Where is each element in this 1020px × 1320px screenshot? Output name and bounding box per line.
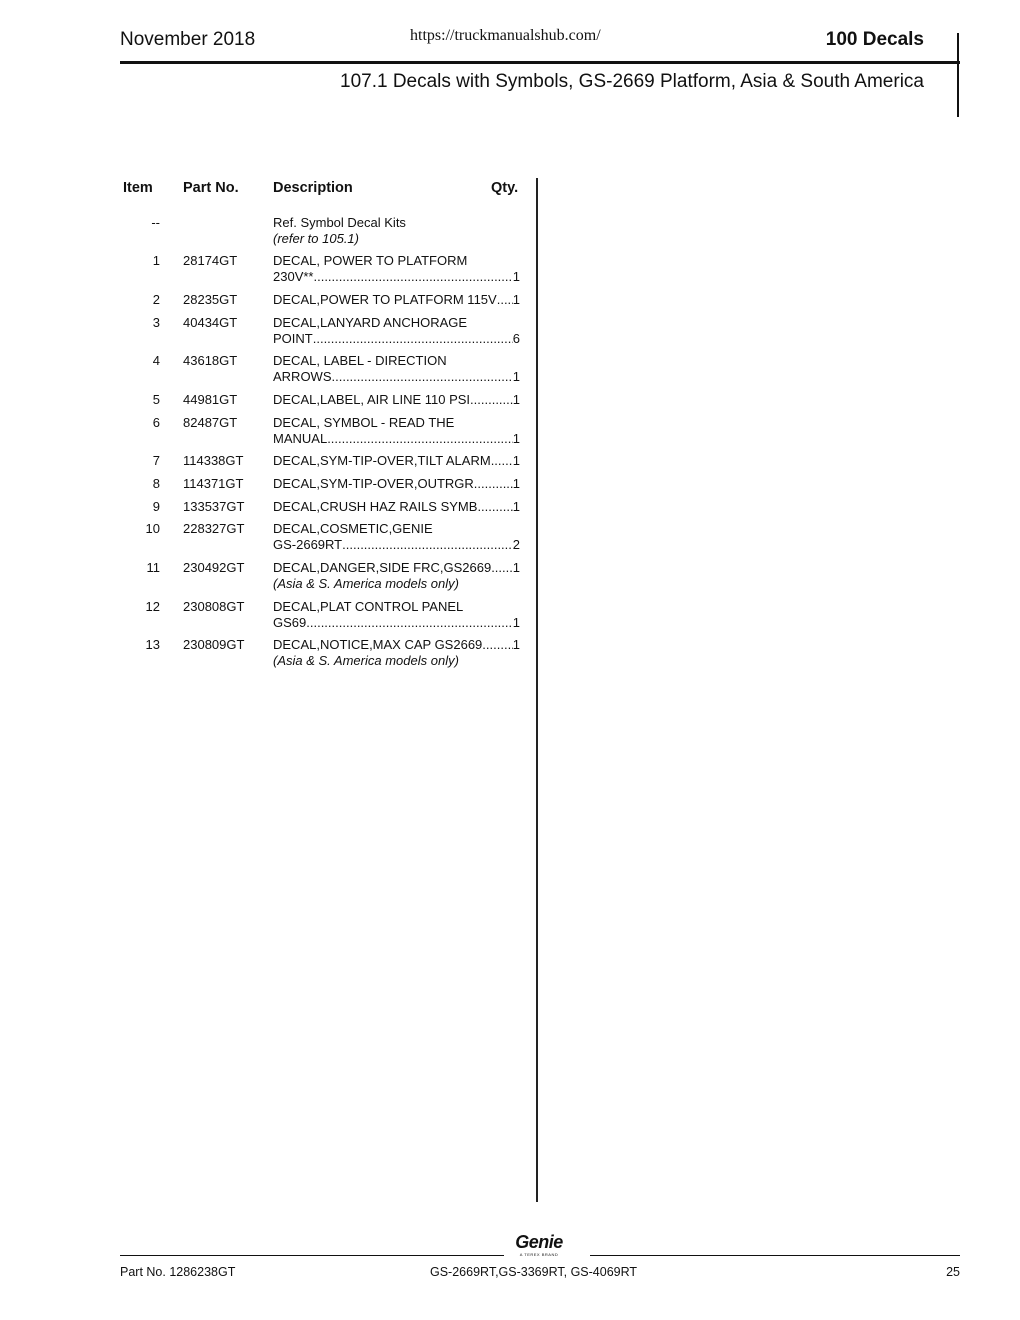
description-text: MANUAL <box>273 431 328 446</box>
description-text: DECAL,DANGER,SIDE FRC,GS2669 <box>273 560 492 575</box>
description-text: DECAL,CRUSH HAZ RAILS SYMB <box>273 499 478 514</box>
quantity: 6 <box>512 331 520 346</box>
leader-dots <box>306 615 513 631</box>
description-text: DECAL,PLAT CONTROL PANEL <box>273 599 464 614</box>
quantity: 1 <box>512 499 520 514</box>
quantity: 1 <box>512 392 520 407</box>
leader-dots <box>477 499 512 515</box>
item-number: 12 <box>145 599 160 614</box>
description-text: GS69 <box>273 615 307 630</box>
quantity: 1 <box>512 560 520 575</box>
description-text: DECAL,SYM-TIP-OVER,TILT ALARM <box>273 453 491 468</box>
description <box>273 560 520 592</box>
description-text: 230V** <box>273 269 314 284</box>
row-note: (refer to 105.1) <box>273 231 359 246</box>
description <box>273 637 520 669</box>
item-number: 9 <box>152 499 160 514</box>
col-header-item: Item <box>123 180 153 196</box>
description <box>273 353 520 385</box>
leader-dots <box>497 292 513 308</box>
description-text: DECAL,LABEL, AIR LINE 110 PSI <box>273 392 471 407</box>
leader-dots <box>491 453 513 469</box>
description <box>273 253 520 285</box>
description-text: POINT <box>273 331 313 346</box>
description <box>273 415 520 447</box>
description-leader <box>273 537 520 553</box>
item-number: 8 <box>152 476 160 491</box>
page-number: 25 <box>946 1265 960 1279</box>
description-leader <box>273 499 520 515</box>
leader-dots <box>313 331 513 347</box>
item-number: -- <box>151 215 160 230</box>
part-number: 114371GT <box>183 476 244 491</box>
part-number: 230809GT <box>183 637 245 652</box>
description-text: DECAL,SYM-TIP-OVER,OUTRGR <box>273 476 474 491</box>
leader-dots <box>470 392 513 408</box>
footer-rule-right <box>590 1255 960 1256</box>
description-leader <box>273 431 520 447</box>
row-note: (Asia & S. America models only) <box>273 653 459 668</box>
description-leader <box>273 476 520 492</box>
leader-dots <box>474 476 513 492</box>
part-number: 28235GT <box>183 292 238 307</box>
logo-tagline: A TEREX BRAND <box>519 1252 559 1257</box>
description-text: ARROWS <box>273 369 332 384</box>
description-leader <box>273 637 520 653</box>
leader-dots <box>482 637 512 653</box>
description-text: DECAL, POWER TO PLATFORM <box>273 253 468 268</box>
quantity: 2 <box>512 537 520 552</box>
part-number: 44981GT <box>183 392 238 407</box>
part-number: 114338GT <box>183 453 244 468</box>
description-text: DECAL,LANYARD ANCHORAGE <box>273 315 468 330</box>
part-number: 230492GT <box>183 560 245 575</box>
part-number: 43618GT <box>183 353 238 368</box>
item-number: 5 <box>152 392 160 407</box>
item-number: 1 <box>152 253 160 268</box>
part-number: 40434GT <box>183 315 238 330</box>
description-leader <box>273 369 520 385</box>
quantity: 1 <box>512 476 520 491</box>
part-number: 28174GT <box>183 253 238 268</box>
description-text: Ref. Symbol Decal Kits <box>273 215 406 230</box>
item-number: 4 <box>152 353 160 368</box>
logo-wordmark: Genie <box>515 1232 563 1252</box>
item-number: 2 <box>152 292 160 307</box>
part-number: 82487GT <box>183 415 238 430</box>
description <box>273 599 520 631</box>
description-leader <box>273 292 520 308</box>
description <box>273 215 520 247</box>
quantity: 1 <box>512 269 520 284</box>
header-side-bar <box>957 33 959 117</box>
item-number: 13 <box>145 637 160 652</box>
description <box>273 315 520 347</box>
part-number: 228327GT <box>183 521 245 536</box>
leader-dots <box>327 431 513 447</box>
genie-logo <box>507 1233 571 1258</box>
description-leader <box>273 615 520 631</box>
description-text: DECAL,COSMETIC,GENIE <box>273 521 433 536</box>
item-number: 6 <box>152 415 160 430</box>
part-number: 133537GT <box>183 499 245 514</box>
header-rule <box>120 61 960 64</box>
description <box>273 499 520 515</box>
quantity: 1 <box>512 292 520 307</box>
part-number: 230808GT <box>183 599 245 614</box>
leader-dots <box>332 369 513 385</box>
description-leader <box>273 331 520 347</box>
description-text: GS-2669RT <box>273 537 343 552</box>
quantity: 1 <box>512 369 520 384</box>
description <box>273 521 520 553</box>
description-text: DECAL,NOTICE,MAX CAP GS2669 <box>273 637 483 652</box>
col-header-part: Part No. <box>183 180 239 196</box>
page-subtitle: 107.1 Decals with Symbols, GS-2669 Platform, Asia & South America <box>340 71 924 92</box>
description <box>273 292 520 308</box>
quantity: 1 <box>512 637 520 652</box>
item-number: 11 <box>146 560 160 575</box>
leader-dots <box>342 537 513 553</box>
footer-models: GS-2669RT,GS-3369RT, GS-4069RT <box>430 1265 638 1279</box>
description <box>273 392 520 408</box>
description-text: DECAL, SYMBOL - READ THE <box>273 415 455 430</box>
quantity: 1 <box>512 615 520 630</box>
description-leader <box>273 560 520 576</box>
item-number: 7 <box>152 453 160 468</box>
section-title: 100 Decals <box>825 29 924 50</box>
item-number: 10 <box>145 521 160 536</box>
row-note: (Asia & S. America models only) <box>273 576 459 591</box>
col-header-qty: Qty. <box>491 180 519 196</box>
quantity: 1 <box>512 453 520 468</box>
header-url[interactable]: https://truckmanualshub.com/ <box>410 27 601 44</box>
col-header-desc: Description <box>273 180 353 196</box>
footer-rule-left <box>120 1255 504 1256</box>
footer-part-number: Part No. 1286238GT <box>120 1265 236 1279</box>
column-divider <box>536 178 538 1202</box>
quantity: 1 <box>512 431 520 446</box>
description-leader <box>273 392 520 408</box>
header-date: November 2018 <box>120 29 256 50</box>
description-text: DECAL,POWER TO PLATFORM 115V <box>273 292 497 307</box>
description <box>273 476 520 492</box>
description-text: DECAL, LABEL - DIRECTION <box>273 353 447 368</box>
leader-dots <box>491 560 513 576</box>
leader-dots <box>313 269 512 285</box>
description-leader <box>273 269 520 285</box>
item-number: 3 <box>152 315 160 330</box>
description-leader <box>273 453 520 469</box>
description <box>273 453 520 469</box>
